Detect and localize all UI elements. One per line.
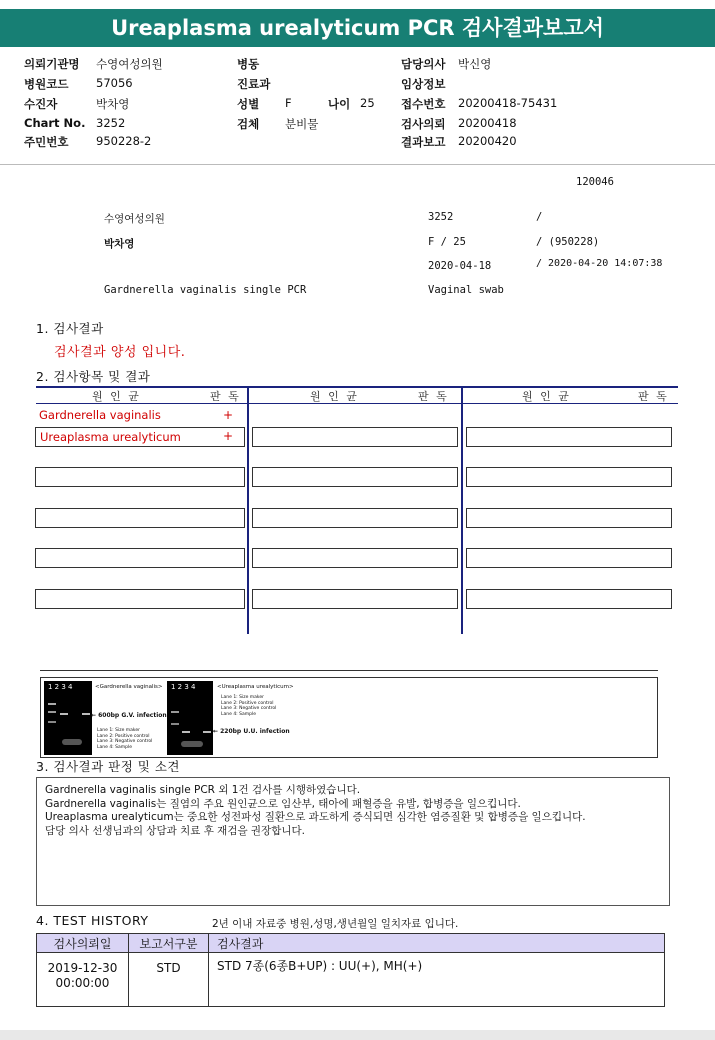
col-pathogen-header: 원 인 균	[310, 390, 359, 403]
gel-band	[82, 713, 90, 715]
report-title: Ureaplasma urealyticum PCR 검사결과보고서	[0, 9, 715, 47]
result-cell	[466, 589, 672, 609]
history-date-cell	[37, 953, 129, 1007]
gel-title: <Ureaplasma urealyticum>	[217, 684, 294, 690]
gel-band	[203, 731, 211, 733]
opinion-line: Ureaplasma urealyticum는 중요한 성전파성 질환으로 과도하게 증식되면 심각한 염증질환 및 합병증을 일으킵니다.	[45, 811, 586, 823]
result-cell	[35, 427, 245, 447]
section3-title: 3. 검사결과 판정 및 소견	[36, 759, 180, 774]
history-result: STD 7종(6종B+UP) : UU(+), MH(+)	[209, 953, 665, 1007]
header-label: 진료과	[237, 77, 271, 91]
gel-legend-item: Lane 1: Size maker	[97, 728, 140, 733]
age-label: 나이	[328, 97, 351, 111]
gel-top-line	[40, 670, 658, 671]
col-pathogen-header: 원 인 균	[92, 390, 141, 403]
gel-legend-item: Lane 2: Positive control	[97, 733, 150, 739]
gel-band	[182, 731, 190, 733]
result-cell	[252, 467, 458, 487]
history-col-header: 검사결과	[209, 934, 665, 953]
header-value: 분비물	[285, 117, 319, 131]
header-label: 성별	[237, 97, 260, 111]
grid-column-divider	[461, 386, 463, 634]
history-table	[36, 933, 665, 1007]
header-value: 박차영	[96, 97, 130, 111]
label-slash: /	[536, 211, 543, 223]
label-code: 120046	[576, 176, 614, 188]
header-label: 의뢰기관명	[24, 57, 80, 71]
result-cell	[252, 427, 458, 447]
header-value: 20200418-75431	[458, 96, 558, 110]
opinion-box	[36, 777, 670, 906]
col-judge-header: 판 독	[418, 390, 449, 403]
gel-legend-item: Lane 2: Positive control	[221, 700, 274, 706]
header-divider	[0, 164, 715, 165]
gel-photo	[44, 681, 92, 755]
section2-title: 2. 검사항목 및 결과	[36, 369, 151, 384]
section4-title: 4. TEST HISTORY	[36, 913, 149, 928]
page-footer-bar	[0, 1030, 715, 1040]
header-label: 병동	[237, 57, 260, 71]
gel-lane-numbers: 1 2 3 4	[171, 683, 196, 691]
gel-legend-item: Lane 3: Negative control	[97, 739, 153, 744]
header-value: 950228-2	[96, 134, 152, 148]
header-label: 수진자	[24, 97, 58, 111]
result-cell	[466, 548, 672, 568]
gel-title: <Gardnerella vaginalis>	[95, 684, 163, 690]
result-cell	[466, 508, 672, 528]
pathogen-result: +	[223, 429, 234, 443]
header-label: 병원코드	[24, 77, 69, 91]
header-label: 임상정보	[401, 77, 446, 91]
header-value: 57056	[96, 76, 133, 90]
label-date-report: / 2020-04-20 14:07:38	[536, 258, 663, 269]
pathogen-name: Ureaplasma urealyticum	[40, 430, 181, 444]
gel-lane-numbers: 1 2 3 4	[48, 683, 73, 691]
opinion-line: 담당 의사 선생님과의 상담과 치료 후 재검을 권장합니다.	[45, 824, 305, 837]
gel-band	[48, 711, 56, 713]
age-value: 25	[360, 96, 375, 110]
gel-band	[60, 713, 68, 715]
gel-band	[171, 711, 179, 713]
gel-photo	[167, 681, 213, 755]
result-cell	[466, 467, 672, 487]
gel-band	[171, 723, 179, 725]
result-cell	[35, 589, 245, 609]
gel-legend	[97, 728, 152, 750]
result-cell	[466, 427, 672, 447]
result-cell	[35, 548, 245, 568]
result-cell	[35, 508, 245, 528]
gel-legend	[221, 695, 276, 717]
header-label: 검체	[237, 117, 260, 131]
label-chart: 3252	[428, 211, 454, 223]
history-col-header: 검사의뢰일	[37, 934, 129, 953]
header-label: Chart No.	[24, 116, 86, 130]
gel-band	[48, 703, 56, 705]
opinion-line: Gardnerella vaginalis는 질염의 주요 원인균으로 임산부, 태아에 패혈증을 유발, 합병증을 일으킵니다.	[45, 797, 521, 810]
gel-band	[48, 721, 56, 723]
opinion-line: Gardnerella vaginalis single PCR 외 1건 검사를 시행하였습니다.	[45, 784, 361, 796]
gel-annotation: ← 220bp U.U. infection	[213, 728, 290, 735]
header-value: F	[285, 96, 292, 110]
gel-legend-item: Lane 4: Sample	[221, 711, 256, 717]
history-row	[37, 953, 665, 1007]
label-date-request: 2020-04-18	[428, 260, 492, 272]
gel-image-panel	[40, 677, 658, 758]
result-cell	[252, 508, 458, 528]
label-sex-age: F / 25	[428, 236, 466, 248]
result-cell	[252, 589, 458, 609]
header-value: 박신영	[458, 57, 492, 71]
header-label: 주민번호	[24, 135, 69, 149]
col-judge-header: 판 독	[210, 390, 241, 403]
grid-column-divider	[247, 386, 249, 634]
header-value: 3252	[96, 116, 126, 130]
label-clinic: 수영여성의원	[104, 213, 165, 225]
gel-legend-item: Lane 4: Sample	[97, 744, 132, 750]
gel-annotation: ← 600bp G.V. infection	[91, 712, 167, 719]
history-time: 00:00:00	[55, 976, 110, 990]
header-value: 20200420	[458, 134, 517, 148]
header-label: 결과보고	[401, 135, 446, 149]
history-note: 2년 이내 자료중 병원,성명,생년월일 일치자료 입니다.	[212, 918, 459, 930]
result-cell	[35, 467, 245, 487]
label-test-name: Gardnerella vaginalis single PCR	[104, 284, 307, 296]
label-specimen: Vaginal swab	[428, 284, 504, 296]
gel-legend-item: Lane 3: Negative control	[221, 706, 277, 711]
overall-result: 검사결과 양성 입니다.	[54, 345, 186, 360]
gel-primer-smear	[181, 741, 203, 747]
header-value: 수영여성의원	[96, 57, 163, 71]
header-label: 담당의사	[401, 57, 446, 71]
col-judge-header: 판 독	[638, 390, 669, 403]
label-birth: / (950228)	[536, 236, 600, 248]
pathogen-name: Gardnerella vaginalis	[39, 408, 161, 422]
result-cell	[252, 548, 458, 568]
gel-legend-item: Lane 1: Size maker	[221, 695, 264, 700]
pathogen-result: +	[223, 408, 234, 422]
gel-primer-smear	[62, 739, 82, 745]
label-patient: 박차영	[104, 238, 135, 250]
col-pathogen-header: 원 인 균	[522, 390, 571, 403]
header-label: 검사의뢰	[401, 117, 446, 131]
header-value: 20200418	[458, 116, 517, 130]
header-label: 접수번호	[401, 97, 446, 111]
section1-title: 1. 검사결과	[36, 321, 104, 336]
history-header-row	[37, 934, 665, 953]
history-col-header: 보고서구분	[129, 934, 209, 953]
history-date: 2019-12-30	[47, 961, 118, 975]
history-type: STD	[129, 953, 209, 1007]
